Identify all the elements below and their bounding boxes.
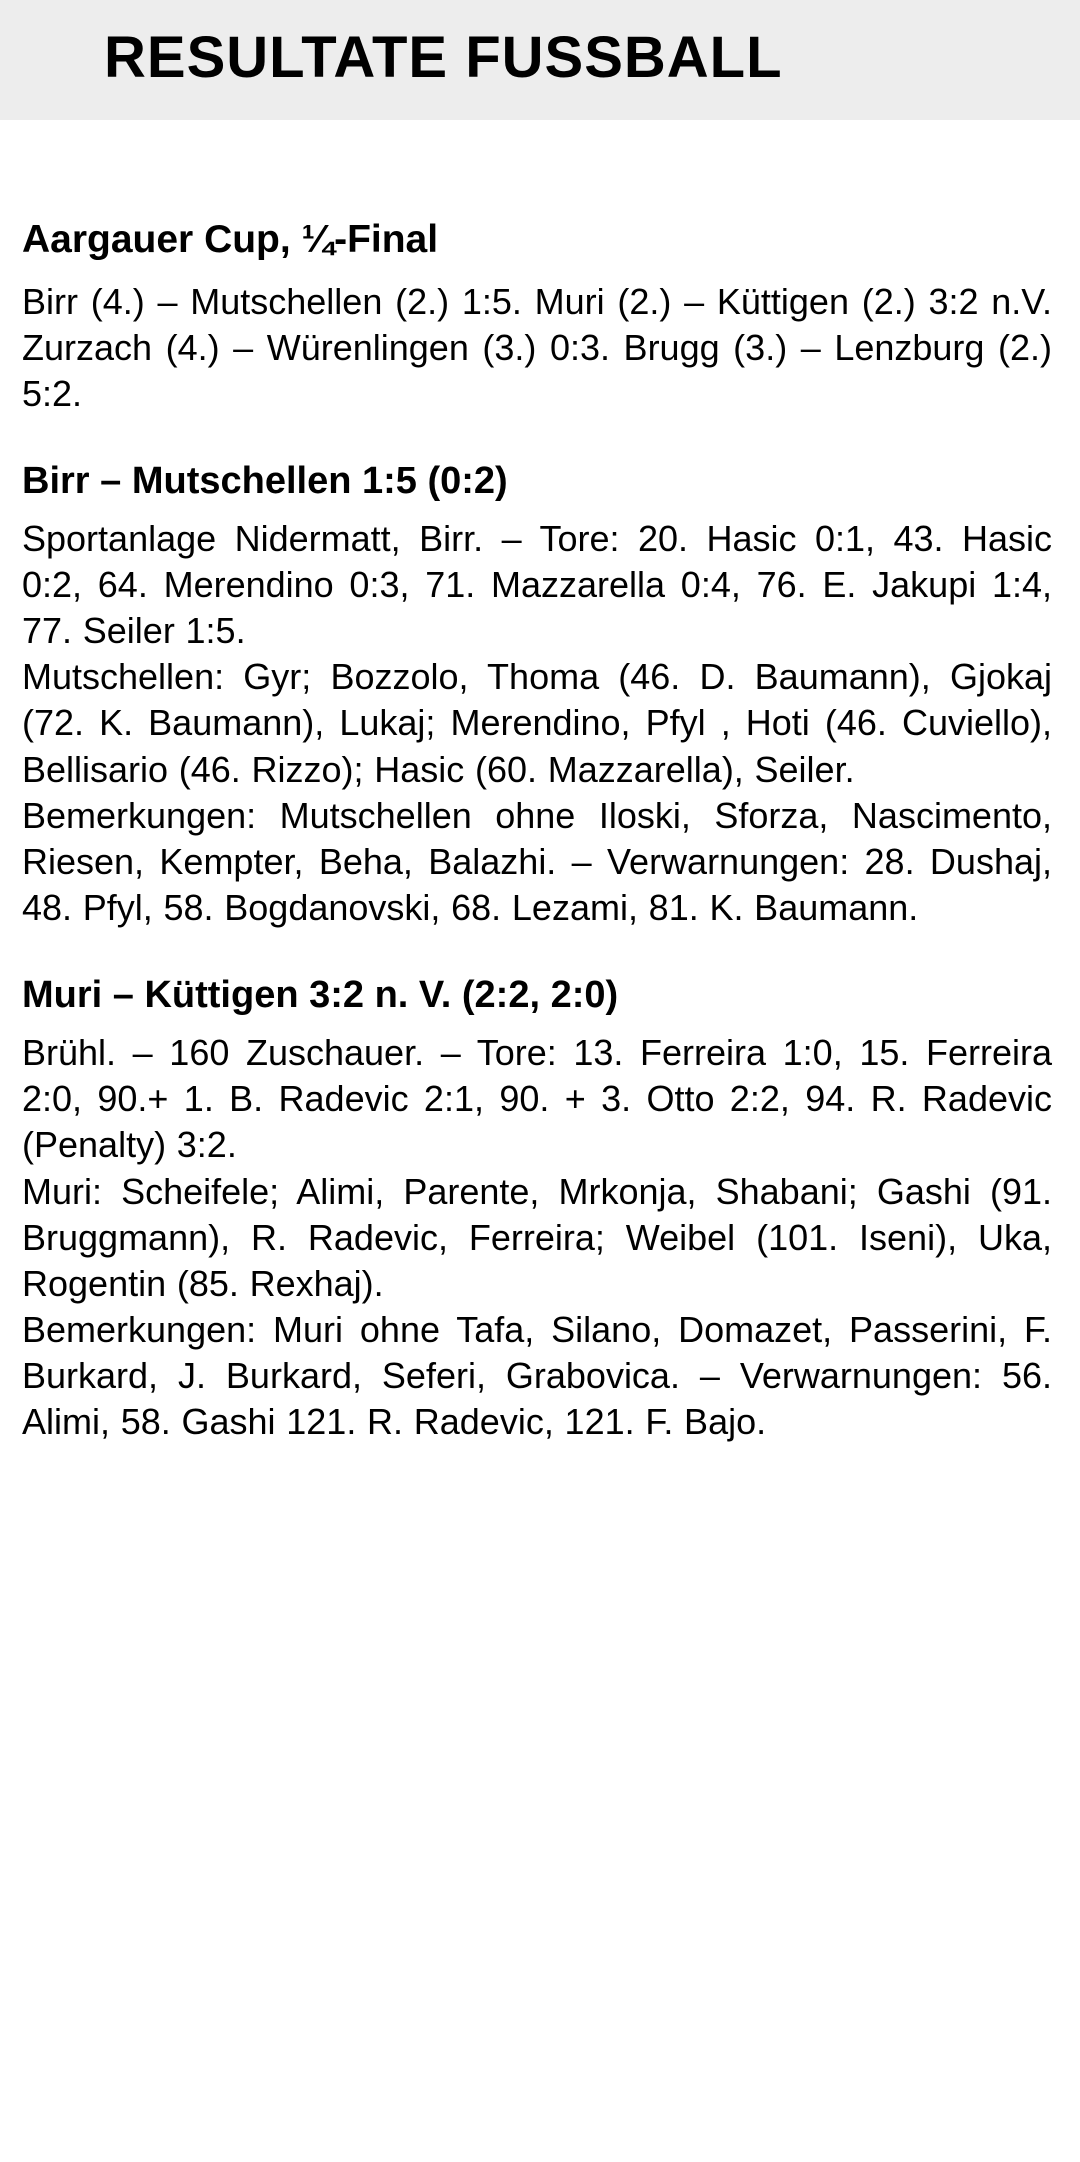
match-title: Birr – Mutschellen 1:5 (0:2) [22,459,508,502]
cup-results-summary: Birr (4.) – Mutschellen (2.) 1:5. Muri (2.) – Küttigen (2.) 3:2 n.V. Zurzach (4.) – Würenlingen (3.) 0:3. Brugg (3.) – Lenzburg (2.) 5:2. [22,280,1052,414]
match-venue-and-goals: Sportanlage Nidermatt, Birr. – Tore: 20. Hasic 0:1, 43. Hasic 0:2, 64. Merendino 0:3, 71. Mazzarella 0:4, 76. E. Jakupi 1:4, 77. Seiler 1:5. [22,518,1052,652]
match-notes: Bemerkungen: Muri ohne Tafa, Silano, Domazet, Passerini, F. Burkard, J. Burkard, Seferi, Grabovica. – Verwarnungen: 56. Alimi, 58. Gashi 121. R. Radevic, 121. F. Bajo. [22,1308,1052,1442]
match-lineup: Mutschellen: Gyr; Bozzolo, Thoma (46. D. Baumann), Gjokaj (72. K. Baumann), Lukaj; Merendino, Pfyl , Hoti (46. Cuviello), Bellisario (46. Rizzo); Hasic (60. Mazzarella), Seiler. [22,656,1052,790]
page-title: RESULTATE FUSSBALL [104,25,783,90]
masthead [0,0,1080,120]
masthead-spacer [0,120,1080,216]
match-lineup: Muri: Scheifele; Alimi, Parente, Mrkonja, Shabani; Gashi (91. Bruggmann), R. Radevic, Ferreira; Weibel (101. Iseni), Uka, Rogentin (85. Rexhaj). [22,1170,1052,1304]
section-aargauer-cup [22,216,1052,1445]
match-title: Muri – Küttigen 3:2 n. V. (2:2, 2:0) [22,973,619,1016]
article-content [0,216,1080,1445]
match-report-muri-kuettigen [22,971,1052,1445]
match-notes: Bemerkungen: Mutschellen ohne Iloski, Sforza, Nascimento, Riesen, Kempter, Beha, Balazhi. – Verwarnungen: 28. Dushaj, 48. Pfyl, 58. Bogdanovski, 68. Lezami, 81. K. Baumann. [22,794,1052,928]
match-venue-and-goals: Brühl. – 160 Zuschauer. – Tore: 13. Ferreira 1:0, 15. Ferreira 2:0, 90.+ 1. B. Radevic 2:1, 90. + 3. Otto 2:2, 94. R. Radevic (Penalty) 3:2. [22,1032,1052,1166]
match-report-birr-mutschellen [22,457,1052,931]
section-heading: Aargauer Cup, ¼-Final [22,217,439,261]
